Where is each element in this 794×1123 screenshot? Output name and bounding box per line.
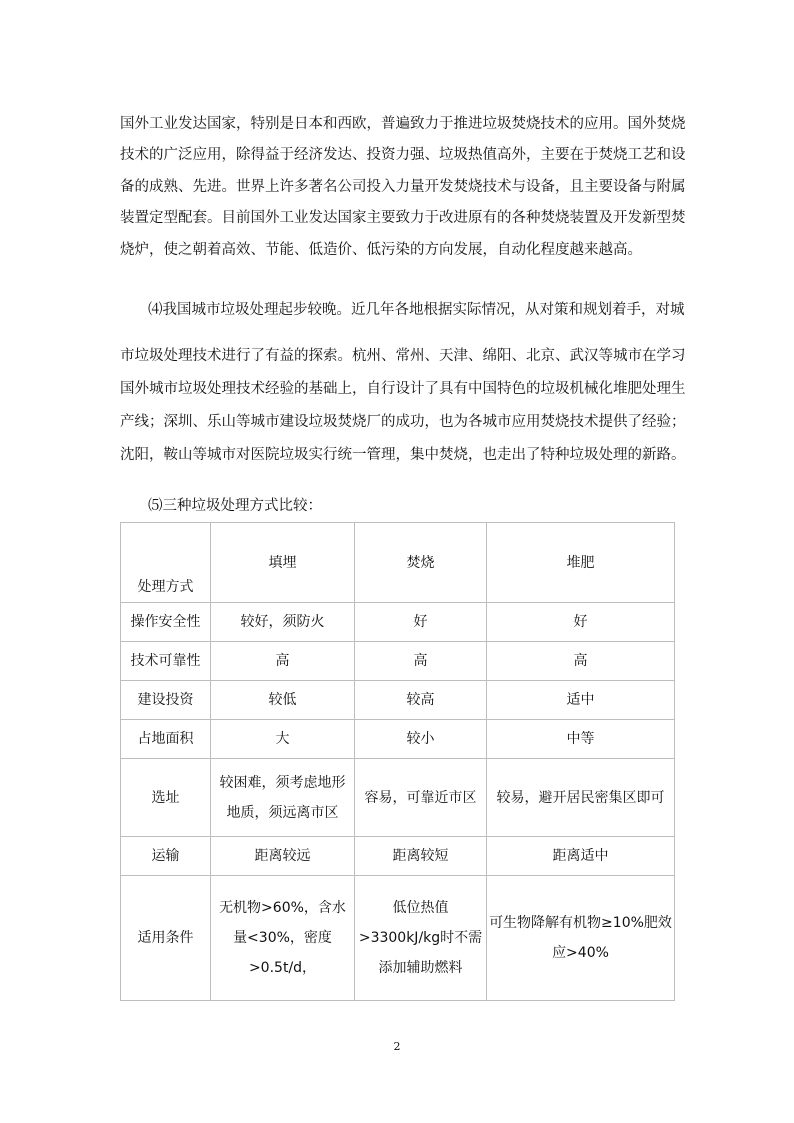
table-row (121, 837, 675, 876)
table-cell: 较困难，须考虑地形地质，须远离市区 (211, 759, 355, 837)
page-number: 2 (393, 1040, 401, 1053)
text-line: 装置定型配套。目前国外工业发达国家主要致力于改进原有的各种焚烧装置及开发新型焚 (120, 210, 686, 226)
table-cell: 技术可靠性 (121, 642, 211, 681)
table-cell: 较低 (211, 681, 355, 720)
table-cell: 建设投资 (121, 681, 211, 720)
header-cell: 处理方式 (121, 523, 211, 603)
table-row (121, 642, 675, 681)
table-row (121, 876, 675, 1001)
table-cell: 好 (355, 603, 487, 642)
comparison-table (120, 522, 675, 1001)
table-row (121, 759, 675, 837)
table-row (121, 720, 675, 759)
text-line: ⑷我国城市垃圾处理起步较晚。近几年各地根据实际情况，从对策和规划着手，对城 (148, 302, 685, 318)
table-cell: 好 (487, 603, 675, 642)
table-cell: 较小 (355, 720, 487, 759)
table-cell: 可生物降解有机物≥10%肥效应>40% (487, 876, 675, 1001)
table-cell: 无机物>60%，含水量<30%，密度>0.5t/d， (211, 876, 355, 1001)
text-line: 备的成熟、先进。世界上许多著名公司投入力量开发焚烧技术与设备，且主要设备与附属 (120, 179, 686, 195)
table-cell: 高 (211, 642, 355, 681)
text-line: 烧炉，使之朝着高效、节能、低造价、低污染的方向发展，自动化程度越来越高。 (120, 242, 642, 258)
table-cell: 占地面积 (121, 720, 211, 759)
table-cell: 中等 (487, 720, 675, 759)
text-line: 市垃圾处理技术进行了有益的探索。杭州、常州、天津、绵阳、北京、武汉等城市在学习 (120, 348, 686, 364)
table-cell: 选址 (121, 759, 211, 837)
table-cell: 容易，可靠近市区 (355, 759, 487, 837)
text-line: 沈阳，鞍山等城市对医院垃圾实行统一管理，集中焚烧，也走出了特种垃圾处理的新路。 (120, 447, 686, 463)
text-line: 国外工业发达国家，特别是日本和西欧，普遍致力于推进垃圾焚烧技术的应用。国外焚烧 (120, 116, 686, 132)
table-cell: 距离适中 (487, 837, 675, 876)
table-cell: 高 (355, 642, 487, 681)
table-cell: 距离较远 (211, 837, 355, 876)
table-cell: 操作安全性 (121, 603, 211, 642)
caption-text: ⑸三种垃圾处理方式比较： (148, 498, 322, 514)
table-row (121, 603, 675, 642)
header-cell: 堆肥 (487, 523, 675, 603)
table-row (121, 681, 675, 720)
table-cell: 较好，须防火 (211, 603, 355, 642)
text-line: 技术的广泛应用，除得益于经济发达、投资力强、垃圾热值高外，主要在于焚烧工艺和设 (120, 147, 686, 163)
table-cell: 适用条件 (121, 876, 211, 1001)
table-header-row (121, 523, 675, 603)
table-cell: 运输 (121, 837, 211, 876)
text-line: 国外城市垃圾处理技术经验的基础上，自行设计了具有中国特色的垃圾机械化堆肥处理生 (120, 381, 686, 397)
table-cell: 适中 (487, 681, 675, 720)
table-cell: 较易，避开居民密集区即可 (487, 759, 675, 837)
header-cell: 填埋 (211, 523, 355, 603)
header-cell: 焚烧 (355, 523, 487, 603)
text-line: 产线；深圳、乐山等城市建设垃圾焚烧厂的成功，也为各城市应用焚烧技术提供了经验； (120, 414, 686, 430)
table-cell: 较高 (355, 681, 487, 720)
table-cell: 高 (487, 642, 675, 681)
table-cell: 低位热值>3300kJ/kg时不需添加辅助燃料 (355, 876, 487, 1001)
table-cell: 距离较短 (355, 837, 487, 876)
table-cell: 大 (211, 720, 355, 759)
